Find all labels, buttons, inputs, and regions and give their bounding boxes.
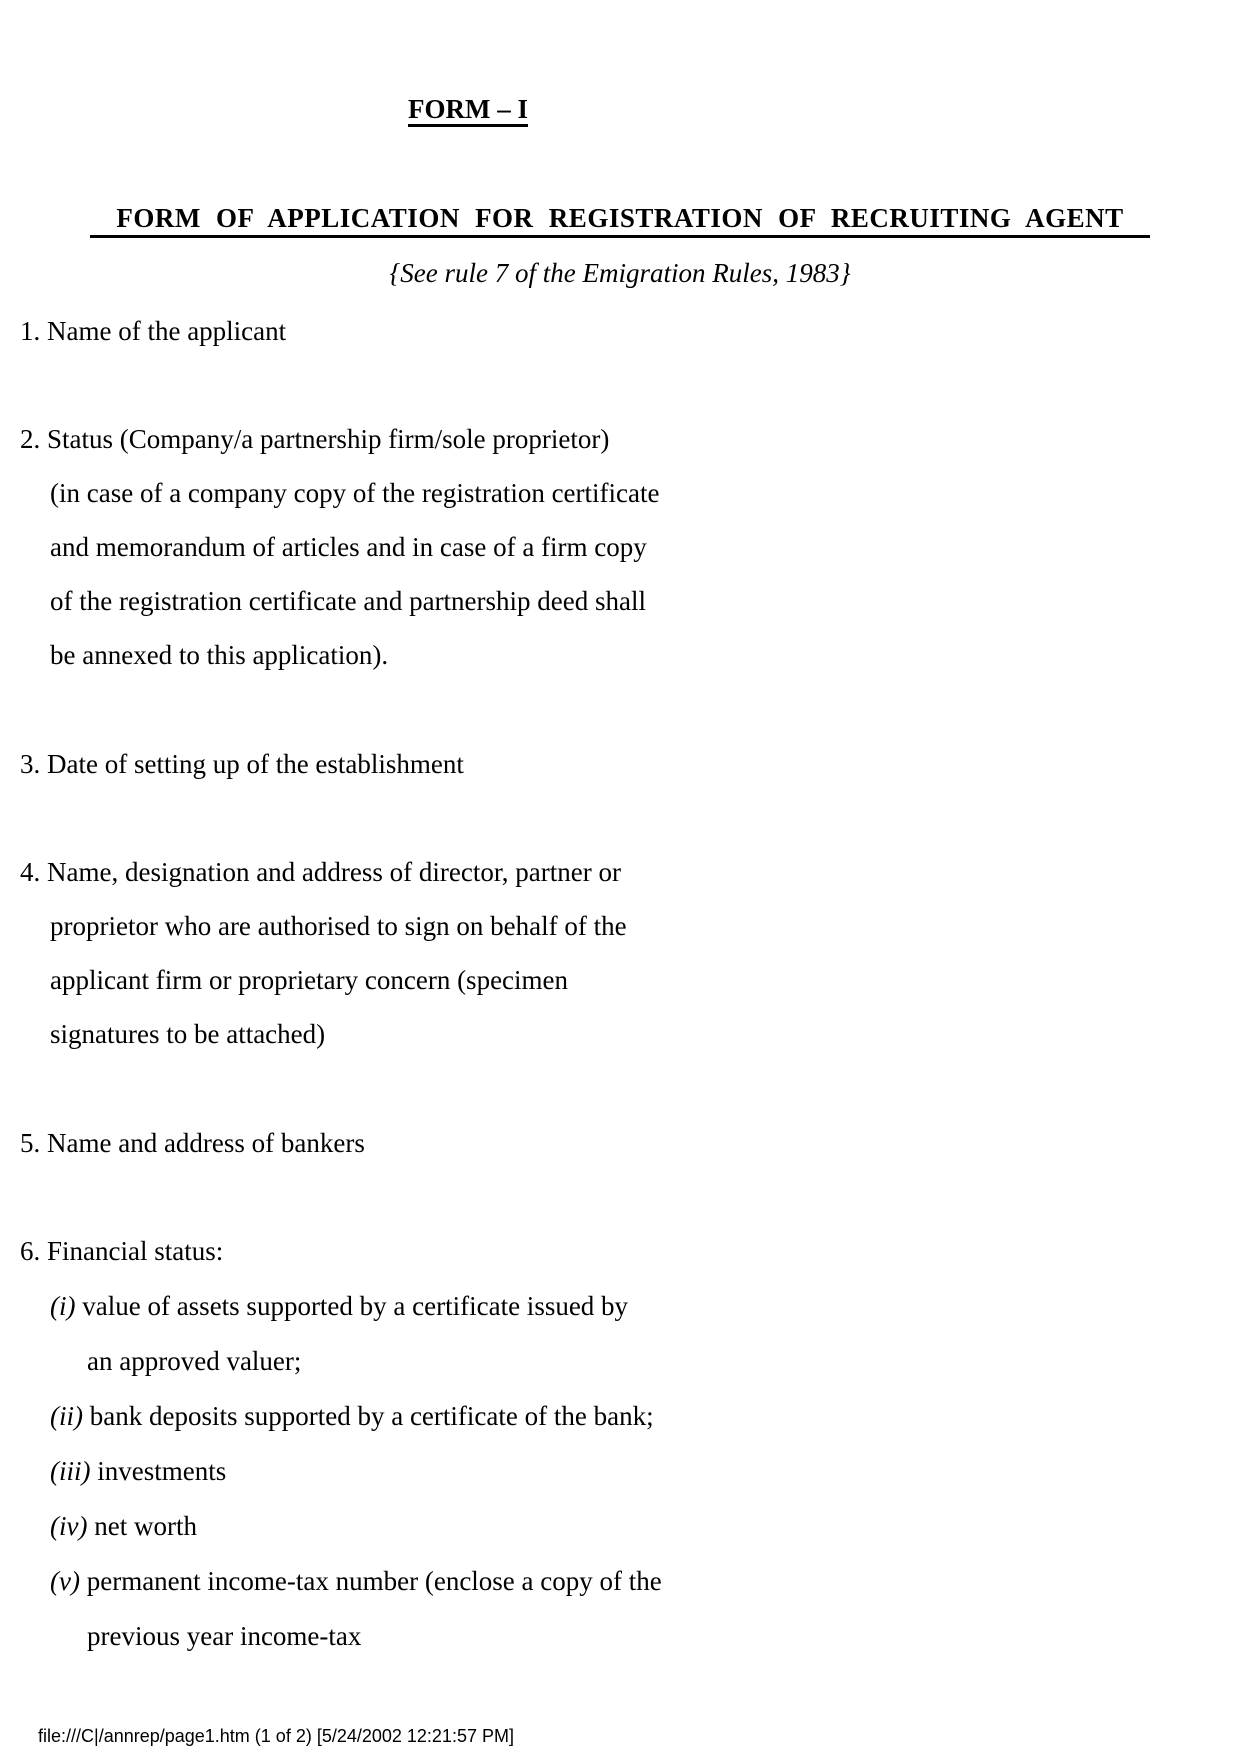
sub-text: net worth xyxy=(87,1511,197,1541)
item-2-line: 2. Status (Company/a partnership firm/sole proprietor) xyxy=(20,424,610,454)
sub-number: (ii) xyxy=(50,1401,83,1431)
item-2-line: (in case of a company copy of the registration certificate xyxy=(50,478,660,508)
item-6-sub xyxy=(50,1400,654,1432)
item-1: 1. Name of the applicant xyxy=(20,316,287,346)
sub-number: (iii) xyxy=(50,1456,91,1486)
item-5: 5. Name and address of bankers xyxy=(20,1128,365,1158)
sub-text: value of assets supported by a certificate issued by xyxy=(75,1291,629,1321)
item-2-line: and memorandum of articles and in case of a firm copy xyxy=(50,532,647,562)
item-6-heading: 6. Financial status: xyxy=(20,1236,224,1266)
item-3: 3. Date of setting up of the establishment xyxy=(20,749,464,779)
item-6-sub xyxy=(87,1620,361,1652)
sub-text: investments xyxy=(90,1456,227,1486)
item-6-sub xyxy=(50,1290,628,1322)
item-6-sub xyxy=(50,1510,197,1542)
item-4-line: 4. Name, designation and address of director, partner or xyxy=(20,857,621,887)
form-number: FORM – I xyxy=(408,94,528,124)
sub-text: an approved valuer; xyxy=(87,1346,302,1376)
item-4-line: applicant firm or proprietary concern (specimen xyxy=(50,965,569,995)
sub-number: (iv) xyxy=(50,1511,88,1541)
item-2-line: of the registration certificate and partnership deed shall xyxy=(50,586,647,616)
item-4-line: proprietor who are authorised to sign on behalf of the xyxy=(50,911,627,941)
sub-text: previous year income-tax xyxy=(87,1621,362,1651)
form-title: FORM OF APPLICATION FOR REGISTRATION OF RECRUITING AGENT xyxy=(90,201,1150,238)
item-6-sub xyxy=(87,1345,301,1377)
sub-text: bank deposits supported by a certificate of the bank; xyxy=(83,1401,654,1431)
print-footer: file:///C|/annrep/page1.htm (1 of 2) [5/24/2002 12:21:57 PM] xyxy=(38,1726,514,1746)
item-4-line: signatures to be attached) xyxy=(50,1019,326,1049)
form-subtitle: {See rule 7 of the Emigration Rules, 1983} xyxy=(389,258,851,288)
sub-text: permanent income-tax number (enclose a copy of the xyxy=(79,1566,662,1596)
item-2-line: be annexed to this application). xyxy=(50,640,389,670)
item-6-sub xyxy=(50,1565,662,1597)
item-6-sub xyxy=(50,1455,226,1487)
sub-number: (i) xyxy=(50,1291,76,1321)
sub-number: (v) xyxy=(50,1566,80,1596)
